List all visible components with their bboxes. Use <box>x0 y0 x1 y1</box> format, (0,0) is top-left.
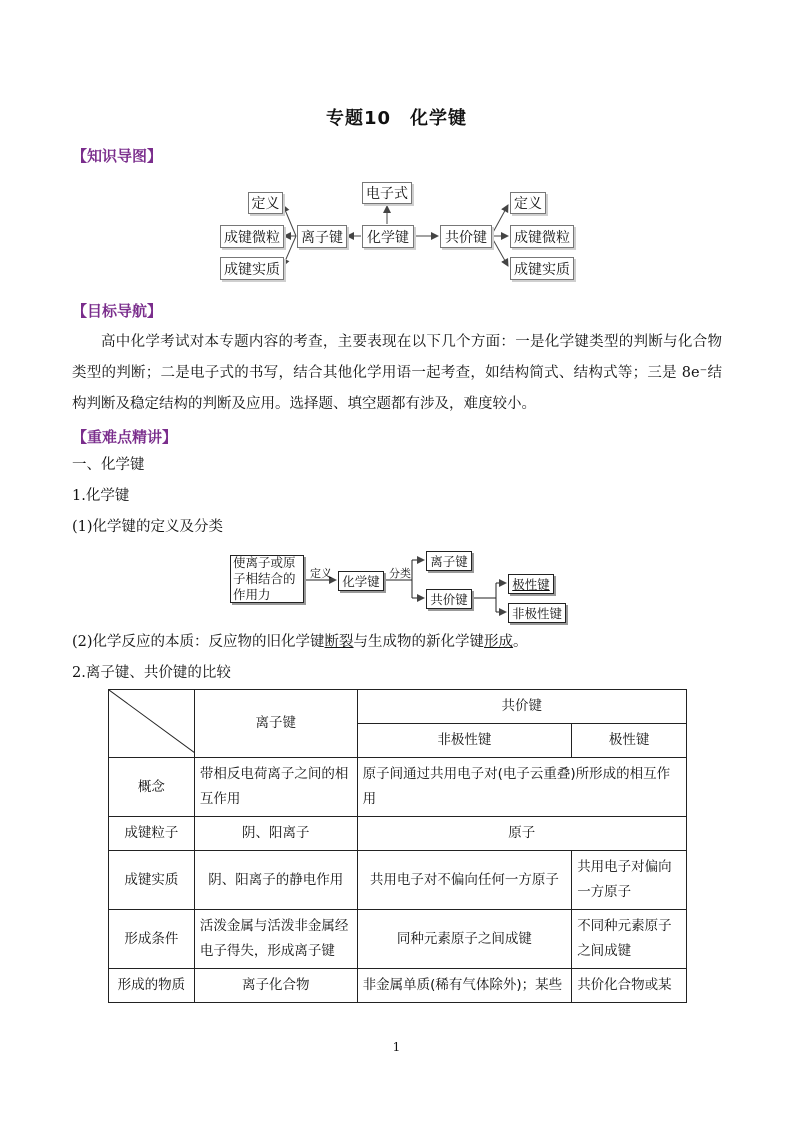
classify-covalent: 共价键 <box>426 589 472 609</box>
section-goal: 【目标导航】 <box>72 302 163 320</box>
classify-label-category: 分类 <box>389 567 411 580</box>
arrow-ionic-def <box>283 205 296 236</box>
page-number: 1 <box>392 1040 401 1054</box>
mindmap-right-particle: 成键微粒 <box>510 225 574 248</box>
reaction-form: 形成 <box>484 634 514 650</box>
mindmap-left-def: 定义 <box>248 192 283 214</box>
corner-diagonal <box>109 690 195 753</box>
row-ionic: 阴、阳离子的静电作用 <box>194 851 357 910</box>
mindmap-center: 化学键 <box>362 225 414 248</box>
table-row <box>109 758 687 817</box>
row-ionic: 离子化合物 <box>194 969 357 1003</box>
mindmap-left-particle: 成键微粒 <box>220 225 284 248</box>
classify-ionic: 离子键 <box>426 551 472 571</box>
classify-center: 化学键 <box>338 571 384 591</box>
row-nonpolar: 非金属单质(稀有气体除外)；某些 <box>357 969 572 1003</box>
arrow-ionic-essence <box>283 236 296 266</box>
mindmap-electron-formula: 电子式 <box>362 182 412 204</box>
header-ionic: 离子键 <box>194 690 357 758</box>
reaction-prefix: (2)化学反应的本质：反应物的旧化学键 <box>72 634 325 650</box>
heading-comparison: 2.离子键、共价键的比较 <box>72 665 231 681</box>
row-label: 形成条件 <box>109 910 195 969</box>
row-polar: 不同种元素原子之间成键 <box>572 910 687 969</box>
header-covalent: 共价键 <box>357 690 686 724</box>
mindmap-right-essence: 成键实质 <box>510 257 574 280</box>
row-ionic: 活泼金属与活泼非金属经电子得失，形成离子键 <box>194 910 357 969</box>
arrow-cov-essence <box>491 236 508 266</box>
classify-definition-box: 使离子或原子相结合的作用力 <box>230 555 304 603</box>
reaction-middle: 与生成物的新化学键 <box>353 634 485 650</box>
row-covalent: 原子间通过共用电子对(电子云重叠)所形成的相互作用 <box>357 758 686 817</box>
table-row <box>109 817 687 851</box>
row-polar: 共用电子对偏向一方原子 <box>572 851 687 910</box>
classify-label-definition: 定义 <box>310 567 332 580</box>
classify-polar: 极性键 <box>508 574 554 594</box>
heading-1-chemical-bond: 1.化学键 <box>72 488 130 504</box>
row-label: 概念 <box>109 758 195 817</box>
classify-nonpolar: 非极性键 <box>508 603 566 623</box>
row-nonpolar: 同种元素原子之间成键 <box>357 910 572 969</box>
row-covalent: 原子 <box>357 817 686 851</box>
section-knowledge-map: 【知识导图】 <box>72 147 163 165</box>
mindmap-right-def: 定义 <box>510 192 546 214</box>
table-corner <box>109 690 195 758</box>
section-key-points: 【重难点精讲】 <box>72 428 178 446</box>
reaction-break: 断裂 <box>324 634 354 650</box>
row-label: 成键实质 <box>109 851 195 910</box>
page-title: 专题10 化学键 <box>325 108 468 129</box>
header-nonpolar: 非极性键 <box>357 724 572 758</box>
row-label: 形成的物质 <box>109 969 195 1003</box>
row-ionic: 带相反电荷离子之间的相互作用 <box>194 758 357 817</box>
reaction-suffix: 。 <box>513 634 528 650</box>
reaction-essence <box>72 627 528 658</box>
row-polar: 共价化合物或某 <box>572 969 687 1003</box>
mindmap-left-essence: 成键实质 <box>220 257 284 280</box>
table-row <box>109 910 687 969</box>
heading-definition-classification: (1)化学键的定义及分类 <box>72 519 224 535</box>
table-row <box>109 969 687 1003</box>
row-nonpolar: 共用电子对不偏向任何一方原子 <box>357 851 572 910</box>
heading-chemical-bond: 一、化学键 <box>72 457 145 473</box>
goal-paragraph: 高中化学考试对本专题内容的考查，主要表现在以下几个方面：一是化学键类型的判断与化合物类型的判断；二是电子式的书写，结合其他化学用语一起考查，如结构简式、结构式等；三是 8e⁻结构判断及稳定结构的判断及应用。选择题、填空题都有涉及，难度较小。 <box>72 334 722 412</box>
row-label: 成键粒子 <box>109 817 195 851</box>
comparison-table <box>108 689 687 1003</box>
table-row <box>109 851 687 910</box>
header-polar: 极性键 <box>572 724 687 758</box>
row-ionic: 阴、阳离子 <box>194 817 357 851</box>
mindmap-covalent: 共价键 <box>440 225 492 248</box>
mindmap-ionic: 离子键 <box>297 225 347 248</box>
arrow-cov-def <box>491 205 508 236</box>
